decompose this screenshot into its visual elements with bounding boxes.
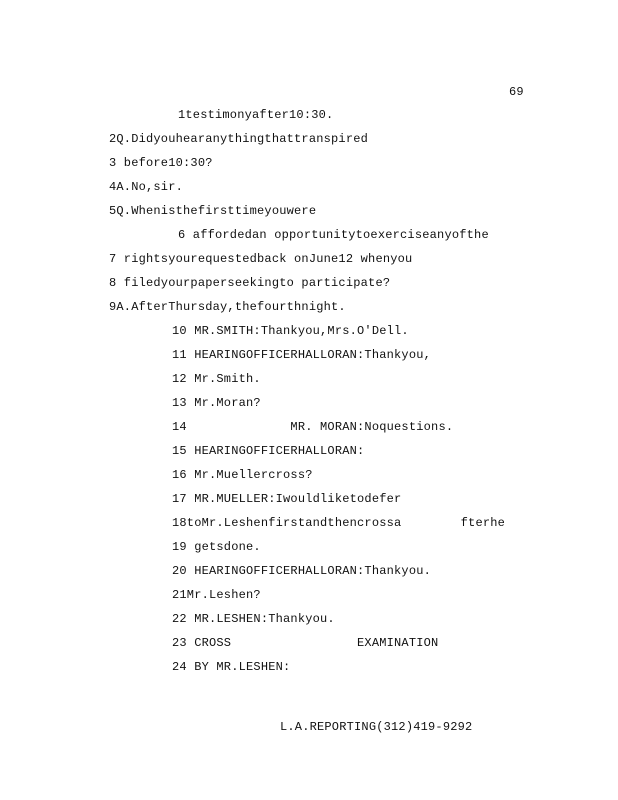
transcript-line-5: 5Q.Whenisthefirsttimeyouwere bbox=[109, 204, 317, 218]
transcript-line-15: 15 HEARINGOFFICERHALLORAN: bbox=[172, 444, 365, 458]
transcript-line-18: 18toMr.Leshenfirstandthencrossa fterhe bbox=[172, 516, 506, 530]
transcript-line-8: 8 filedyourpaperseekingto participate? bbox=[109, 276, 391, 290]
transcript-line-11: 11 HEARINGOFFICERHALLORAN:Thankyou, bbox=[172, 348, 432, 362]
transcript-line-14: 14 MR. MORAN:Noquestions. bbox=[172, 420, 454, 434]
transcript-line-7: 7 rightsyourequestedback onJune12 whenyou bbox=[109, 252, 413, 266]
transcript-line-22: 22 MR.LESHEN:Thankyou. bbox=[172, 612, 335, 626]
transcript-line-6: 6 affordedan opportunitytoexerciseanyofthe bbox=[178, 228, 489, 242]
transcript-line-23: 23 CROSS EXAMINATION bbox=[172, 636, 439, 650]
transcript-line-10: 10 MR.SMITH:Thankyou,Mrs.O'Dell. bbox=[172, 324, 409, 338]
transcript-line-17: 17 MR.MUELLER:Iwouldliketodefer bbox=[172, 492, 402, 506]
reporter-footer: L.A.REPORTING(312)419-9292 bbox=[280, 720, 473, 734]
transcript-line-12: 12 Mr.Smith. bbox=[172, 372, 261, 386]
transcript-line-16: 16 Mr.Muellercross? bbox=[172, 468, 313, 482]
transcript-line-20: 20 HEARINGOFFICERHALLORAN:Thankyou. bbox=[172, 564, 432, 578]
transcript-line-3: 3 before10:30? bbox=[109, 156, 213, 170]
transcript-line-4: 4A.No,sir. bbox=[109, 180, 184, 194]
transcript-line-21: 21Mr.Leshen? bbox=[172, 588, 261, 602]
transcript-line-24: 24 BY MR.LESHEN: bbox=[172, 660, 291, 674]
transcript-line-13: 13 Mr.Moran? bbox=[172, 396, 261, 410]
transcript-line-9: 9A.AfterThursday,thefourthnight. bbox=[109, 300, 346, 314]
transcript-line-19: 19 getsdone. bbox=[172, 540, 261, 554]
transcript-line-2: 2Q.Didyouhearanythingthattranspired bbox=[109, 132, 369, 146]
transcript-line-1: 1testimonyafter10:30. bbox=[178, 108, 334, 122]
page-number: 69 bbox=[509, 85, 524, 99]
